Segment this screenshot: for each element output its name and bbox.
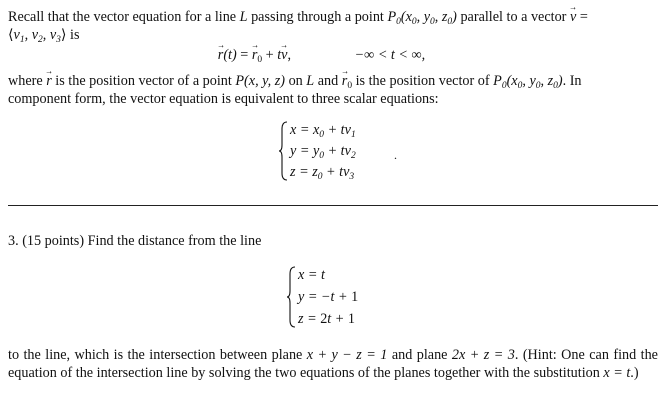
where-text-d: and	[314, 73, 342, 89]
where-text-g: component form, the vector equation is equivalent to three scalar equations:	[8, 91, 439, 107]
where-paragraph: where → r is the position vector of a point P(x, y, z) on L and → $r_0$ is the position vector of $P_0(x_0$, $y_0$, $z_0$). In component form, the vector equation is equivalent to three scalar equations:	[8, 72, 658, 108]
scalar-eq-y: $y = y_0 + tv_2$	[290, 143, 356, 161]
where-text-e: is the position vector of	[352, 73, 494, 89]
scalar-eq-x: $x = x_0 + tv_1$	[290, 122, 356, 140]
where-text-c: on	[285, 73, 307, 89]
where-text-f: . In	[562, 73, 582, 89]
line-eq-z: z = 2t + 1	[298, 311, 355, 327]
intro-is: is	[66, 27, 80, 43]
problem-header	[8, 232, 658, 250]
intro-text-1: Recall that the vector equation for a line	[8, 9, 240, 25]
problem-number: 3.	[8, 233, 19, 249]
body-text-a: to the line, which is the intersection between plane	[8, 347, 307, 363]
problem-text: Find the distance from the line	[87, 233, 262, 249]
body-text-d: .)	[630, 365, 639, 381]
left-brace-icon	[278, 121, 288, 181]
line-eq-x: x = t	[298, 267, 325, 283]
where-text-a: where	[8, 73, 47, 89]
intro-paragraph: Recall that the vector equation for a line L passing through a point $P_0(x_0$, $y_0$, $z_0$) parallel to a vector → v = $⟨v_1$, $v_2$, $v_3⟩$ is	[8, 8, 658, 44]
section-divider	[8, 205, 658, 206]
equals-sign: =	[576, 9, 588, 25]
trailing-period: .	[394, 148, 397, 162]
scalar-eq-z: $z = z_0 + tv_3$	[290, 164, 355, 182]
line-eq-y: y = −t + 1	[298, 289, 359, 305]
problem-line-system	[286, 266, 358, 328]
plane-2: 2x + z = 3	[451, 347, 515, 363]
scalar-system	[278, 121, 356, 181]
where-text-b: is the position vector of a point	[51, 73, 236, 89]
problem-points: (15 points)	[22, 233, 85, 249]
body-text-b: and plane	[387, 347, 452, 363]
left-brace-icon	[286, 266, 296, 328]
line-symbol-2: L	[306, 73, 315, 89]
substitution: x = t	[603, 365, 631, 381]
intro-text-2: passing through a point	[247, 9, 388, 25]
intro-text-3: parallel to a vector	[456, 9, 570, 25]
range: −∞ < t < ∞,	[354, 47, 426, 63]
problem-body	[8, 346, 658, 382]
plane-1: x + y − z = 1	[306, 347, 388, 363]
body-text-c: . (Hint: One can find the equation of the intersection line by solving the two equations of the planes together with the substitution	[8, 347, 658, 381]
line-symbol: L	[239, 9, 248, 25]
vector-equation: → r(t) = → $r_0 + t\to v$, −∞ < t < ∞,	[0, 46, 663, 64]
